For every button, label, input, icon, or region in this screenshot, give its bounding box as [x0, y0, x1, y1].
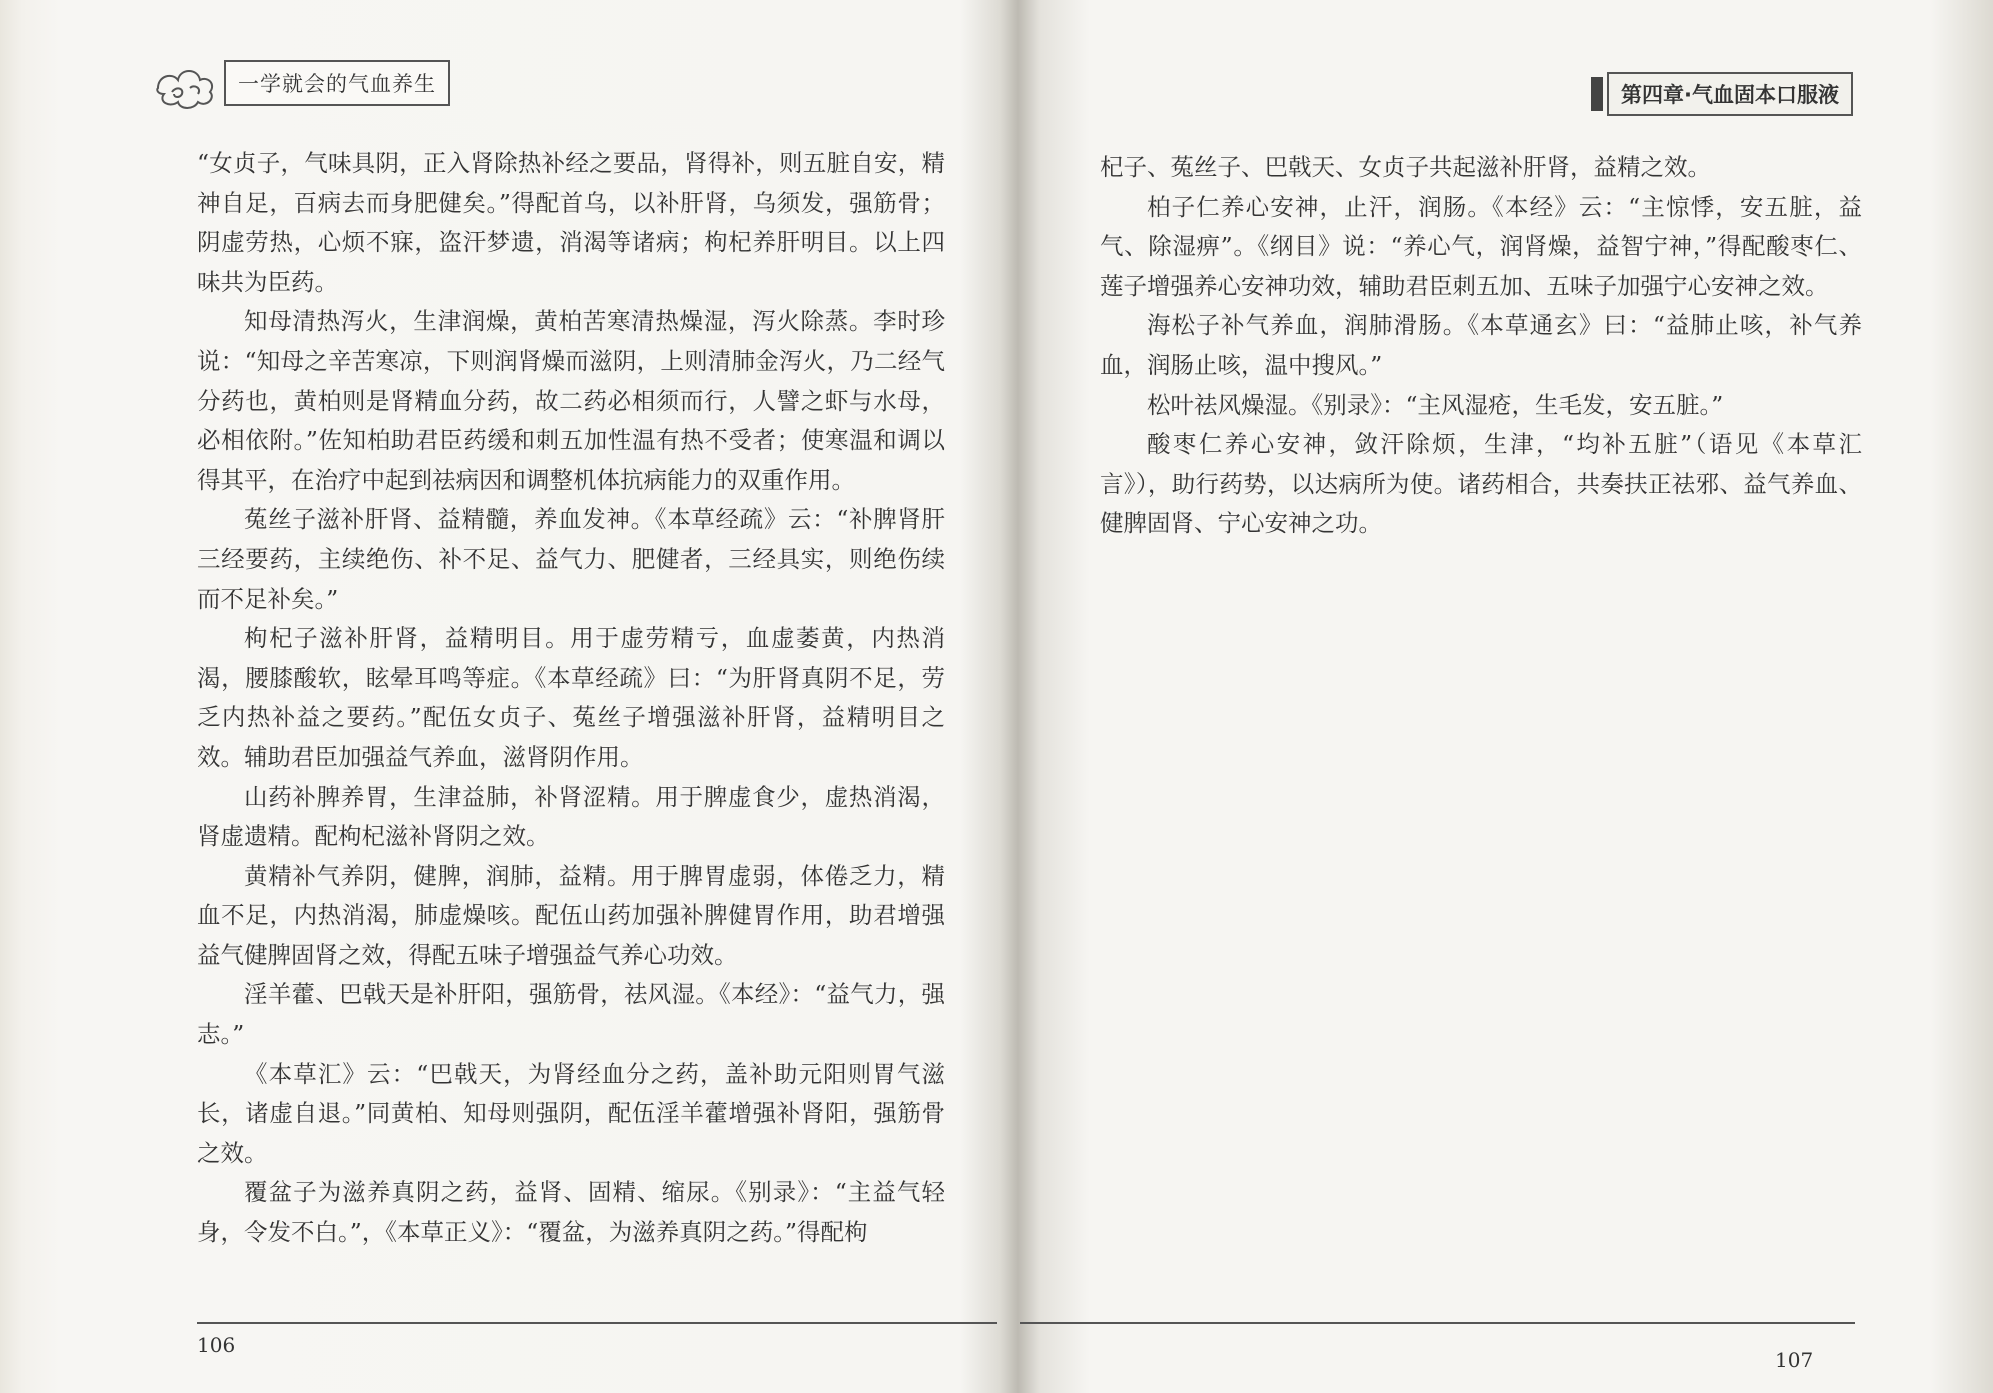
page-number: 106: [197, 1333, 236, 1357]
paragraph: 柏子仁养心安神，止汗，润肠。《本经》云：“主惊悸，安五脏，益气、除湿痹”。《纲目》说：“养心气，润肾燥，益智宁神，”得配酸枣仁、莲子增强养心安神功效，辅助君臣刺五加、五味子加强宁心安神之效。: [1100, 192, 1862, 300]
paragraph: 酸枣仁养心安神，敛汗除烦，生津，“均补五脏”（语见《本草汇言》），助行药势，以达病所为使。诸药相合，共奏扶正祛邪、益气养血、健脾固肾、宁心安神之功。: [1100, 430, 1862, 538]
paragraph: 海松子补气养血，润肺滑肠。《本草通玄》曰：“益肺止咳，补气养血，润肠止咳，温中搜风。”: [1100, 311, 1862, 379]
right-body-text: [1100, 148, 1862, 544]
paragraph: 松叶祛风燥湿。《别录》：“主风湿疮，生毛发，安五脏。”: [1147, 390, 1724, 419]
paragraph: 淫羊藿、巴戟天是补肝阳，强筋骨，祛风湿。《本经》：“益气力，强志。”: [197, 980, 945, 1049]
footer-rule: [1020, 1322, 1855, 1324]
paragraph: 黄精补气养阴，健脾，润肺，益精。用于脾胃虚弱，体倦乏力，精血不足，内热消渴，肺虚燥咳。配伍山药加强补脾健胃作用，助君增强益气健脾固肾之效，得配五味子增强益气养心功效。: [197, 861, 945, 969]
paragraph: 菟丝子滋补肝肾、益精髓，养血发神。《本草经疏》云：“补脾肾肝三经要药，主续绝伤、补不足、益气力、肥健者，三经具实，则绝伤续而不足补矣。”: [197, 505, 945, 613]
cloud-ornament-icon: [150, 48, 220, 118]
page-number: 107: [1775, 1348, 1814, 1372]
running-header-right: [1591, 72, 1853, 116]
right-page: [1020, 0, 1993, 1393]
paragraph: “女贞子，气味具阴，正入肾除热补经之要品，肾得补，则五脏自安，精神自足，百病去而身肥健矣。”得配首乌，以补肝肾，乌须发，强筋骨；阴虚劳热，心烦不寐，盗汗梦遗，消渴等诸病；枸杞养肝明目。以上四味共为臣药。: [197, 149, 945, 296]
chapter-title: 第四章·气血固本口服液: [1607, 72, 1853, 116]
paragraph: 《本草汇》云：“巴戟天，为肾经血分之药，盖补助元阳则胃气滋长，诸虚自退。”同黄柏、知母则强阴，配伍淫羊藿增强补肾阳，强筋骨之效。: [197, 1059, 945, 1167]
paragraph: 枸杞子滋补肝肾，益精明目。用于虚劳精亏，血虚萎黄，内热消渴，腰膝酸软，眩晕耳鸣等症。《本草经疏》曰：“为肝肾真阴不足，劳乏内热补益之要药。”配伍女贞子、菟丝子增强滋补肝肾，益精明目之效。辅助君臣加强益气养血，滋肾阴作用。: [197, 624, 945, 771]
left-body-text: [197, 144, 945, 1253]
chapter-marker: [1591, 77, 1603, 111]
footer-rule: [197, 1322, 997, 1324]
paragraph: 覆盆子为滋养真阴之药，益肾、固精、缩尿。《别录》：“主益气轻身，令发不白。”，《本草正义》：“覆盆，为滋养真阴之药。”得配枸: [197, 1178, 945, 1247]
paragraph: 知母清热泻火，生津润燥，黄柏苦寒清热燥湿，泻火除蒸。李时珍说：“知母之辛苦寒凉，下则润肾燥而滋阴，上则清肺金泻火，乃二经气分药也，黄柏则是肾精血分药，故二药必相须而行，人譬之虾与水母，必相依附。”佐知柏助君臣药缓和刺五加性温有热不受者；使寒温和调以得其平，在治疗中起到祛病因和调整机体抗病能力的双重作用。: [197, 307, 945, 494]
paragraph: 杞子、菟丝子、巴戟天、女贞子共起滋补肝肾，益精之效。: [1100, 153, 1711, 181]
running-header-left: [150, 48, 450, 118]
book-title: 一学就会的气血养生: [224, 60, 450, 106]
paragraph: 山药补脾养胃，生津益肺，补肾涩精。用于脾虚食少，虚热消渴，肾虚遗精。配枸杞滋补肾阴之效。: [197, 782, 945, 851]
